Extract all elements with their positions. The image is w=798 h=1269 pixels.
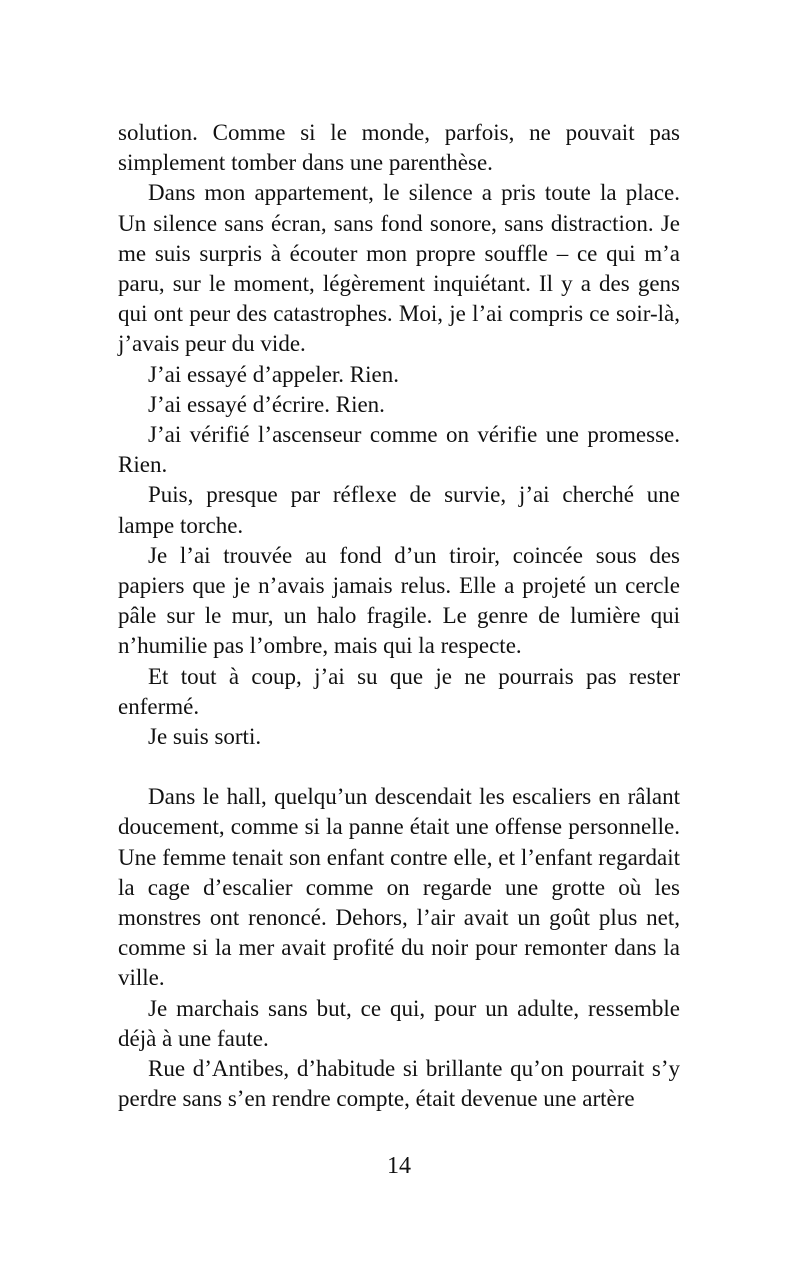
paragraph: Rue d’Antibes, d’habitude si brillante qu’on pourrait s’y perdre sans s’en rendre compte, était devenue une artère (118, 1056, 680, 1112)
paragraph: Je suis sorti. (148, 724, 262, 750)
paragraph: Je marchais sans but, ce qui, pour un adulte, ressemble déjà à une faute. (118, 995, 680, 1051)
paragraph-continued: solution. Comme si le monde, parfois, ne pouvait pas simplement tomber dans une parenthèse. (118, 120, 680, 176)
paragraph: Je l’ai trouvée au fond d’un tiroir, coincée sous des papiers que je n’avais jamais relus. Elle a projeté un cercle pâle sur le mur, un halo fragile. Le genre de lumière qui n’humilie pas l’ombre, mais qui la respecte. (118, 542, 680, 659)
paragraph: Puis, presque par réflexe de survie, j’ai cherché une lampe torche. (118, 482, 680, 538)
body-text (118, 118, 680, 1115)
paragraph: J’ai essayé d’appeler. Rien. (148, 361, 399, 387)
paragraph: J’ai vérifié l’ascenseur comme on vérifie une promesse. Rien. (118, 422, 680, 478)
section-break (118, 752, 680, 782)
paragraph: J’ai essayé d’écrire. Rien. (148, 391, 385, 417)
paragraph: Et tout à coup, j’ai su que je ne pourrais pas rester enfermé. (118, 663, 680, 719)
paragraph: Dans mon appartement, le silence a pris toute la place. Un silence sans écran, sans fond sonore, sans distraction. Je me suis surpris à écouter mon propre souffle – ce qui m’a paru, sur le moment, légèrement inquiétant. Il y a des gens qui ont peur des catastrophes. Moi, je l’ai compris ce soir-là, j’avais peur du vide. (118, 180, 680, 357)
paragraph: Dans le hall, quelqu’un descendait les escaliers en râlant doucement, comme si la panne était une offense personnelle. Une femme tenait son enfant contre elle, et l’enfant regardait la cage d’escalier comme on regarde une grotte où les monstres ont renoncé. Dehors, l’air avait un goût plus net, comme si la mer avait profité du noir pour remonter dans la ville. (118, 784, 680, 991)
page-number: 14 (387, 1153, 411, 1179)
